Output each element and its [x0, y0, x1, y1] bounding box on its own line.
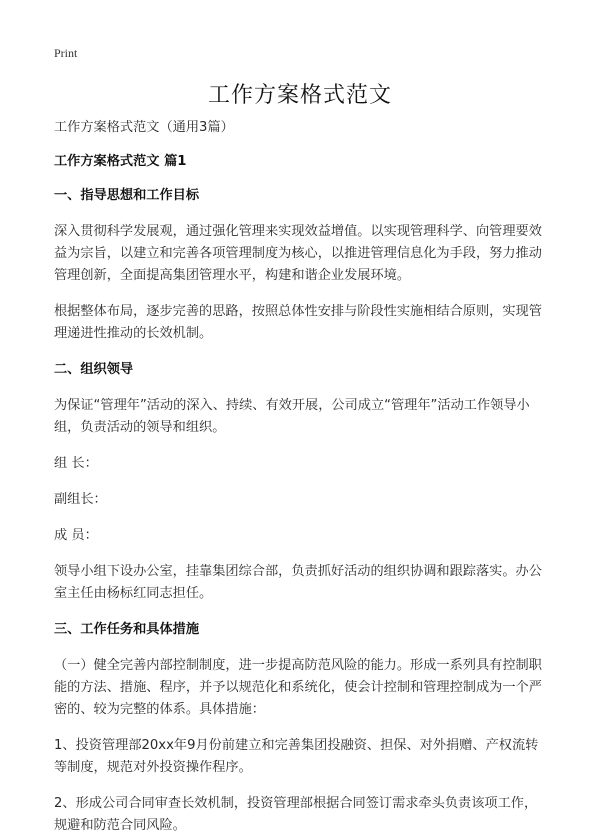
section2-paragraph-1: 为保证“管理年”活动的深入、持续、有效开展，公司成立“管理年”活动工作领导小组，负责活动的领导和组织。	[54, 398, 530, 435]
section2-paragraph-2: 领导小组下设办公室，挂靠集团综合部，负责抓好活动的组织协调和跟踪落实。办公室主任由杨标红同志担任。	[54, 564, 542, 601]
document-body	[54, 117, 548, 837]
deputy-leader-label: 副组长：	[54, 492, 107, 507]
section1-paragraph-1: 深入贯彻科学发展观，通过强化管理来实现效益增值。以实现管理科学、向管理要效益为宗旨，以建立和完善各项管理制度为核心，以推进管理信息化为手段，努力推动管理创新，全面提高集团管理水平，构建和谐企业发展环境。	[54, 224, 542, 283]
section3-heading: 三、工作任务和具体措施	[54, 622, 200, 637]
document-title: 工作方案格式范文	[207, 83, 392, 108]
section1-heading: 一、指导思想和工作目标	[54, 188, 200, 203]
print-link[interactable]: Print	[54, 46, 78, 60]
section3-item-1: 1、投资管理部20xx年9月份前建立和完善集团投融资、担保、对外捐赠、产权流转等制度，规范对外投资操作程序。	[54, 738, 539, 775]
section3-item-2: 2、形成公司合同审查长效机制，投资管理部根据合同签订需求牵头负责该项工作，规避和防范合同风险。	[54, 796, 538, 833]
section1-paragraph-2: 根据整体布局，逐步完善的思路，按照总体性安排与阶段性实施相结合原则，实现管理递进性推动的长效机制。	[54, 304, 542, 341]
section2-heading: 二、组织领导	[54, 362, 134, 377]
article-heading: 工作方案格式范文 篇1	[54, 154, 187, 169]
leader-label: 组 长：	[54, 456, 98, 471]
document-subtitle: 工作方案格式范文（通用3篇）	[54, 120, 234, 135]
section3-paragraph-1: （一）健全完善内部控制制度，进一步提高防范风险的能力。形成一系列具有控制职能的方法、措施、程序，并予以规范化和系统化，使会计控制和管理控制成为一个严密的、较为完整的体系。具体措施：	[54, 658, 542, 717]
member-label: 成 员：	[54, 528, 98, 543]
